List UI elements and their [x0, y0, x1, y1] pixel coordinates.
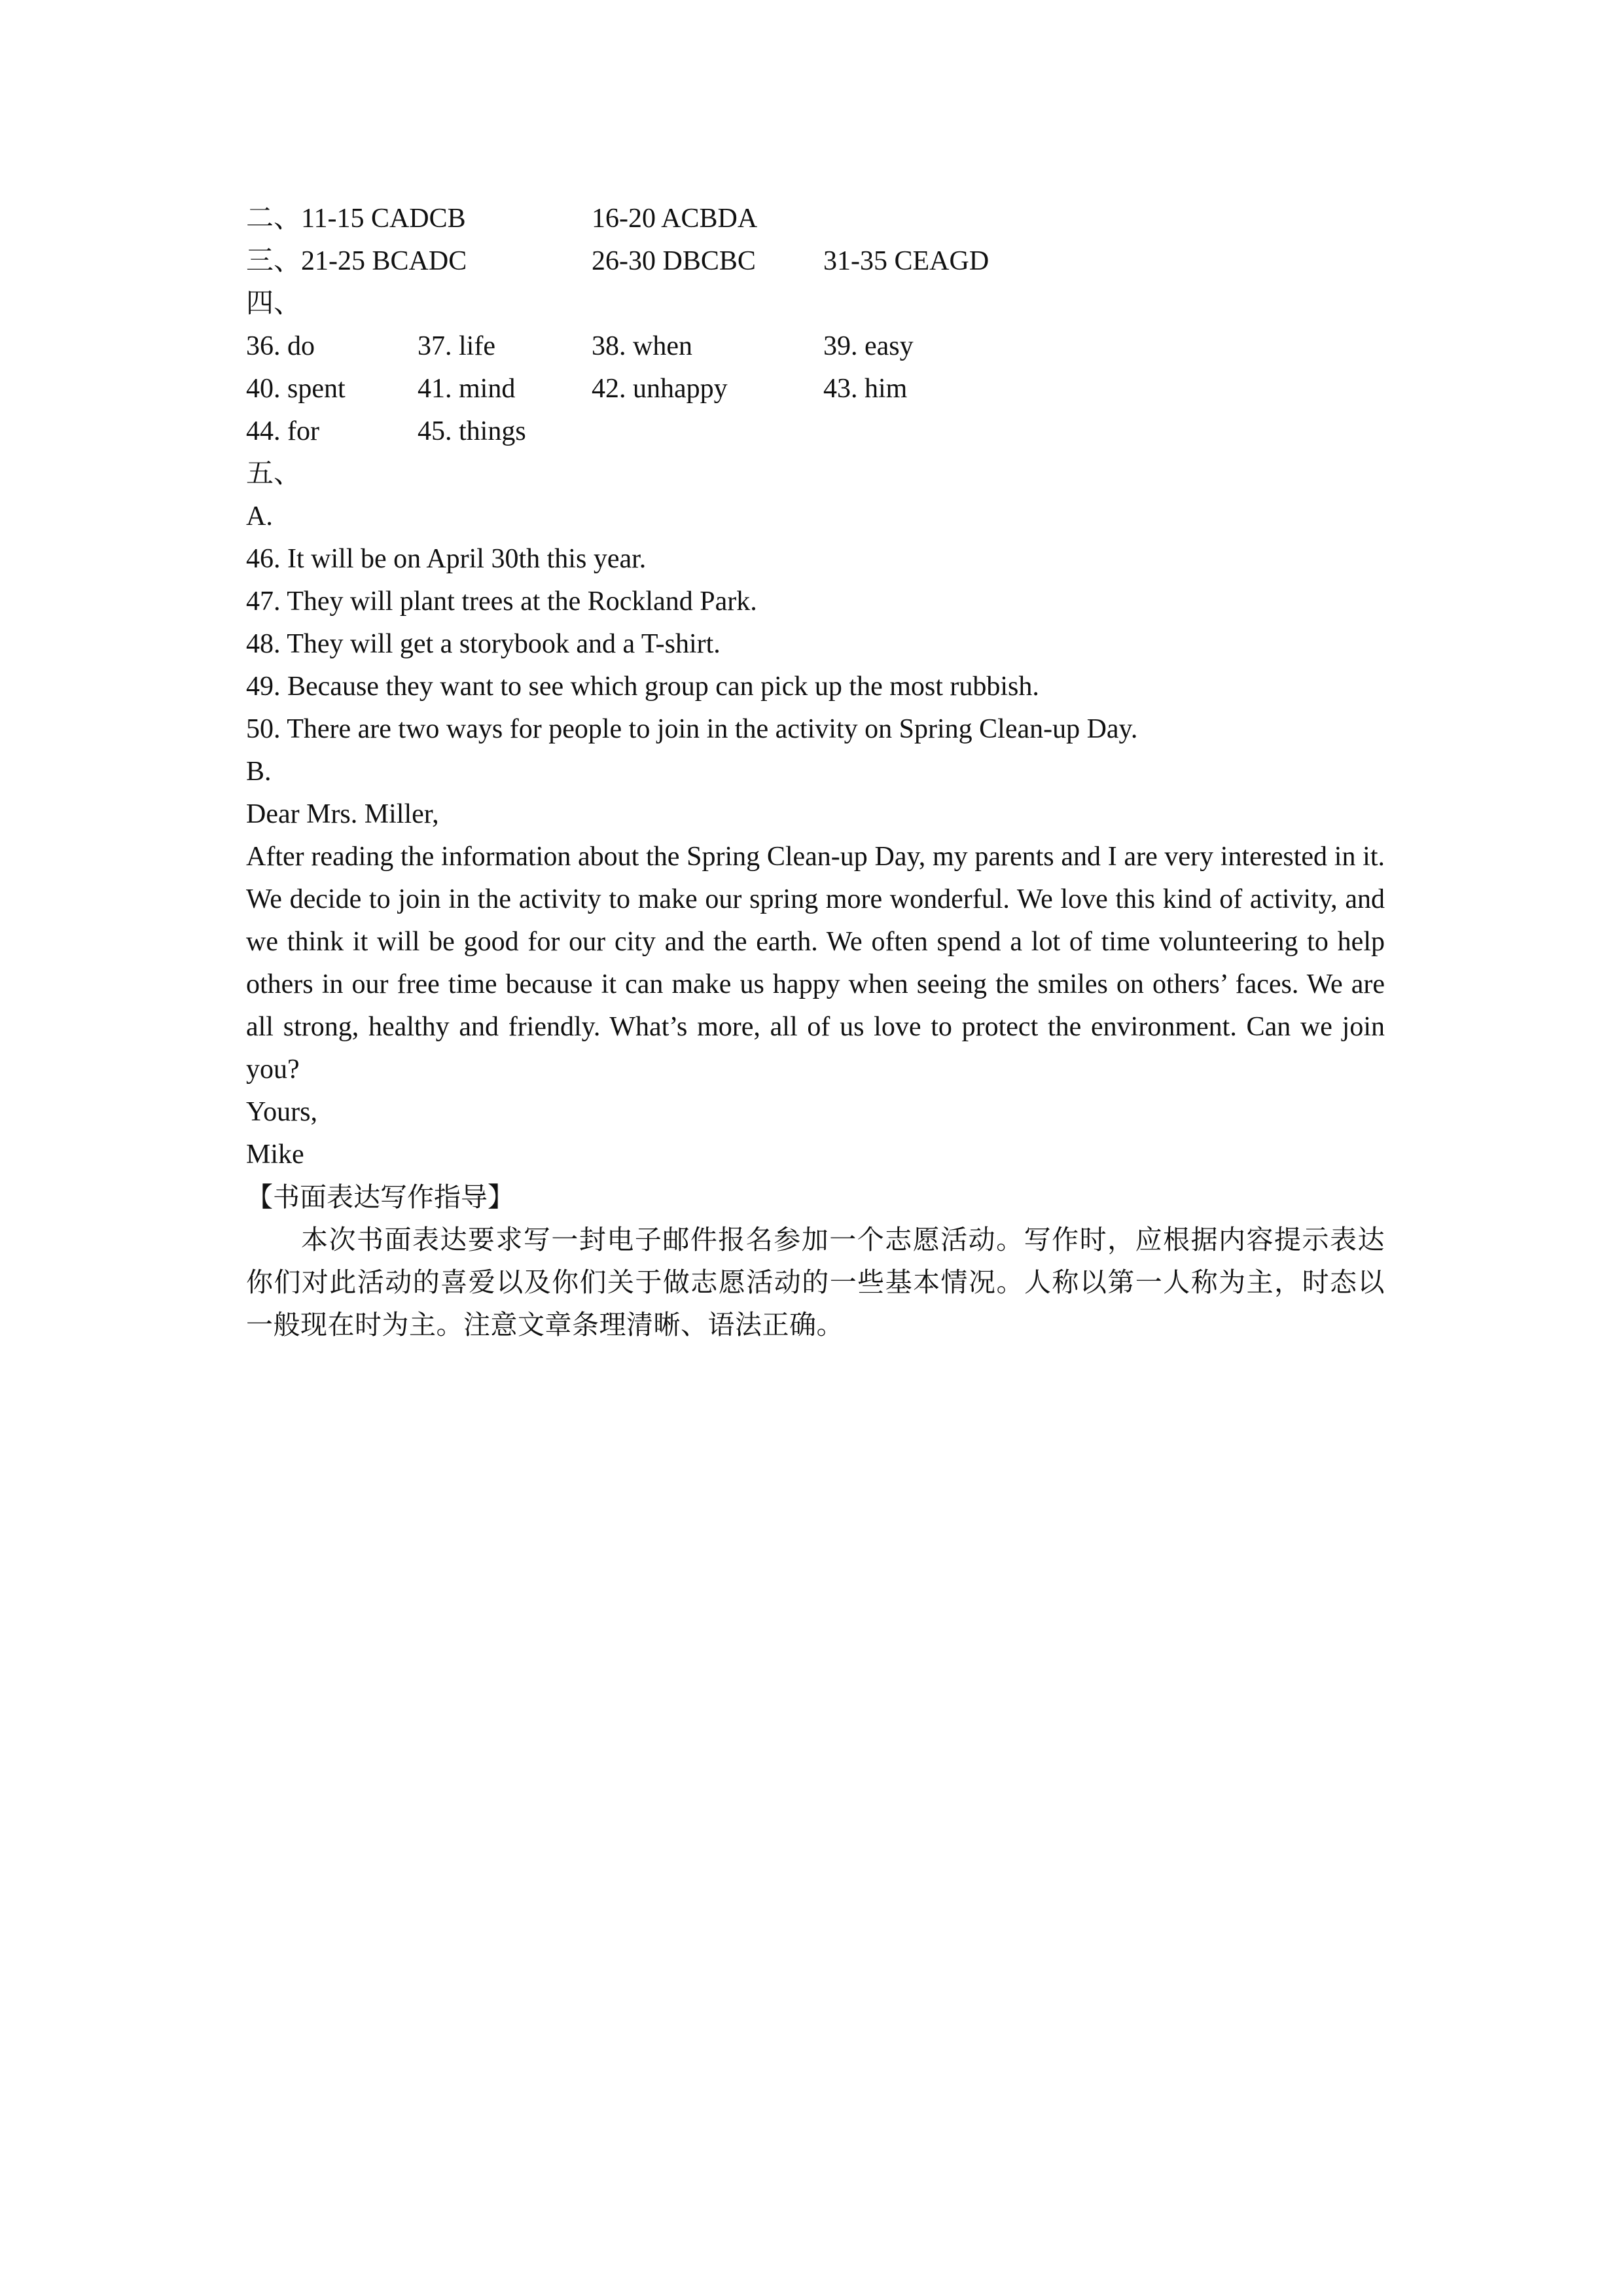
section-4-row — [246, 410, 1385, 453]
answer-item: 45. things — [418, 416, 526, 446]
section-4-row — [246, 325, 1385, 368]
section-3-row — [246, 240, 1385, 283]
answer-item: 42. unhappy — [592, 374, 728, 404]
guide-heading: 【书面表达写作指导】 — [246, 1181, 514, 1213]
section-4-row — [246, 368, 1385, 410]
part-a-label: A. — [246, 501, 273, 531]
section-3-group-1: 21-25 BCADC — [301, 246, 467, 276]
letter-signature: Mike — [246, 1139, 304, 1170]
part-a-answer: 50. There are two ways for people to join in the activity on Spring Clean-up Day. — [246, 714, 1138, 744]
letter-body: After reading the information about the Spring Clean-up Day, my parents and I are very interested in it. We decide to join in the activity to make our spring more wonderful. We love this kind of activity, and we think it will be good for our city and the earth. We often spend a lot of time volunteering to help others in our free time because it can make us happy when seeing the smiles on others’ faces. We are all strong, healthy and friendly. What’s more, all of us love to protect the environment. Can we join you? — [246, 842, 1385, 1085]
answer-item: 41. mind — [418, 374, 516, 404]
guide-text: 本次书面表达要求写一封电子邮件报名参加一个志愿活动。写作时，应根据内容提示表达你们对此活动的喜爱以及你们关于做志愿活动的一些基本情况。人称以第一人称为主，时态以一般现在时为主。注意文章条理清晰、语法正确。 — [246, 1224, 1385, 1340]
part-b-label: B. — [246, 757, 272, 787]
answer-item: 39. easy — [823, 331, 914, 361]
answer-key-page — [246, 198, 1385, 1346]
section-2-group-2: 16-20 ACBDA — [592, 204, 758, 234]
part-a-answer: 46. It will be on April 30th this year. — [246, 544, 647, 574]
section-4-label: 四、 — [246, 289, 302, 319]
section-3-label: 三、 — [246, 246, 302, 276]
answer-item: 40. spent — [246, 374, 346, 404]
section-3-group-2: 26-30 DBCBC — [592, 246, 756, 276]
section-2-group-1: 11-15 CADCB — [301, 204, 466, 234]
answer-item: 37. life — [418, 331, 495, 361]
letter-closing: Yours, — [246, 1097, 317, 1127]
answer-item: 36. do — [246, 331, 315, 361]
answer-item: 44. for — [246, 416, 319, 446]
section-2-label: 二、 — [246, 204, 302, 234]
section-5-label: 五、 — [246, 459, 302, 489]
section-2-row — [246, 198, 1385, 240]
section-3-group-3: 31-35 CEAGD — [823, 246, 990, 276]
part-a-answer: 48. They will get a storybook and a T-shirt. — [246, 629, 721, 659]
part-a-answer: 47. They will plant trees at the Rockland Park. — [246, 586, 757, 617]
letter-greeting: Dear Mrs. Miller, — [246, 799, 439, 829]
part-a-answer: 49. Because they want to see which group can pick up the most rubbish. — [246, 672, 1039, 702]
answer-item: 43. him — [823, 374, 908, 404]
answer-item: 38. when — [592, 331, 692, 361]
